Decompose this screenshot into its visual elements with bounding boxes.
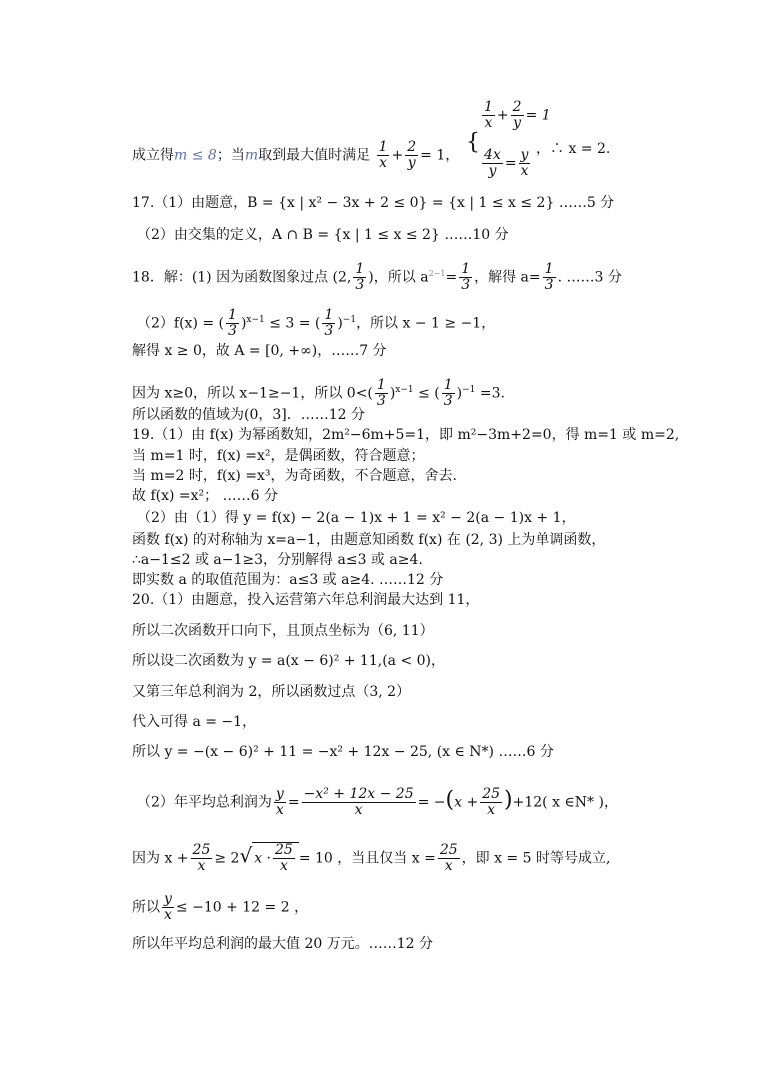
fraction-2-over-y	[405, 140, 418, 171]
text: 所以 y = −(x − 6)² + 11 = −x² + 12x − 25, (x ∈ N*) ……6 分	[132, 744, 554, 760]
fraction-y-over-x	[274, 787, 286, 818]
line-20-1	[132, 591, 479, 609]
numerator: 1	[324, 307, 334, 323]
text: = 1	[525, 107, 551, 124]
math-m-le-8: m ≤ 8	[174, 147, 217, 164]
text: 18．解：(1) 因为函数图象过点 (2,	[132, 269, 352, 286]
line-19-6	[132, 531, 605, 549]
text: +12( x ∈N* )，	[512, 794, 618, 811]
denominator: x	[275, 802, 284, 818]
text: 取到最大值时满足	[258, 147, 371, 164]
text: x +	[454, 794, 479, 811]
line-18-3	[132, 342, 387, 360]
fraction-1-over-3	[543, 262, 556, 293]
denominator: x	[520, 163, 529, 179]
text: （2）年平均总利润为	[137, 794, 272, 811]
system-equation-2	[480, 148, 532, 179]
denominator: 3	[376, 393, 386, 409]
text: 因为 x≥0，所以 x−1≥−1，所以 0<(	[132, 385, 373, 402]
text: = 1，	[420, 147, 460, 164]
numerator: 25	[192, 842, 211, 858]
text: 所以	[132, 899, 160, 916]
fraction-1-over-3	[353, 262, 366, 293]
numerator: 25	[482, 786, 501, 802]
line-19-4	[132, 487, 278, 505]
line-20-4	[132, 683, 410, 701]
line-19-5	[137, 509, 576, 527]
numerator: 1	[544, 261, 554, 277]
text: ∴a−1≤2 或 a−1≥3，分别解得 a≤3 或 a≥4.	[132, 552, 423, 568]
text: = −	[417, 794, 446, 811]
fraction-25-over-x	[438, 843, 460, 874]
line-x-equals-2	[536, 140, 610, 158]
text: ，解得 a=	[474, 269, 541, 286]
line-19-3	[132, 467, 457, 485]
text: =	[287, 794, 300, 811]
numerator: 1	[461, 261, 471, 277]
superscript: 2−1	[428, 268, 446, 278]
line-20-7: （2）年平均总利润为 $\frac{y}{x}$ = $\frac{\text{−x² + 12x − 25}}{x}$ = −(x + $\frac{25}{x}$ )+12( x ∈N* )，	[137, 786, 618, 818]
text: =	[445, 269, 458, 286]
line-17-2	[137, 226, 509, 244]
denominator: x	[484, 115, 493, 131]
line-20-10	[132, 935, 433, 953]
text: . ……3 分	[557, 269, 622, 286]
numerator: 1	[378, 139, 388, 155]
text: ，∴ x = 2.	[536, 141, 611, 157]
text: ≤ 3 = (	[264, 315, 321, 332]
fraction-y-over-x	[519, 148, 531, 179]
fraction-1-over-3	[322, 308, 335, 339]
text: 当 m=1 时，f(x) =x²，是偶函数，符合题意；	[132, 448, 425, 464]
line-20-8: 因为 x + $\frac{25}{x}$ ≥ 2√ x · $\frac{25}{x}$ = 10 ，当且仅当 x = $\frac{25}{x}$ ，即 x = 5 时等号成立,	[132, 842, 611, 874]
fraction-25-over-x	[480, 787, 502, 818]
numerator: 1	[484, 99, 493, 115]
superscript: x−1	[246, 314, 265, 325]
denominator: x	[354, 802, 363, 818]
sqrt-body	[252, 842, 299, 874]
text: （2）由（1）得 y = f(x) − 2(a − 1)x + 1 = x² − 2(a − 1)x + 1，	[137, 510, 576, 526]
line-18-2	[137, 308, 495, 339]
superscript: x−1	[395, 384, 414, 395]
fraction-2-over-y	[511, 100, 524, 131]
denominator: 3	[228, 323, 237, 339]
text: 因为 x +	[132, 850, 189, 867]
fraction-quadratic-over-x	[302, 787, 416, 818]
equals: =	[504, 155, 517, 172]
brace: {	[466, 130, 480, 155]
denominator: y	[488, 163, 497, 179]
fraction-1-over-3	[375, 378, 388, 409]
text: x ·	[254, 850, 271, 867]
numerator: 1	[355, 261, 365, 277]
text: （2）f(x) = (	[137, 315, 225, 332]
fraction-25-over-x	[191, 843, 213, 874]
superscript: −1	[462, 384, 476, 395]
text: )	[240, 315, 247, 332]
denominator: x	[444, 858, 453, 874]
denominator: 3	[355, 277, 365, 293]
text: 成立得	[132, 147, 174, 164]
line-conclusion-16: 成立得m ≤ 8；当m取到最大值时满足 $\frac{1}{x}$ + $\frac{2}{y}$ = 1，	[132, 139, 460, 171]
fraction-4x-over-y	[482, 148, 503, 179]
text: ≥ 2	[214, 850, 240, 867]
text: 20.（1）由题意，投入运营第六年总利润最大达到 11，	[132, 592, 480, 608]
plus: +	[496, 107, 509, 124]
denominator: x	[487, 802, 496, 818]
numerator: −x² + 12x − 25	[303, 786, 414, 802]
denominator: x	[379, 155, 387, 171]
numerator: 25	[439, 842, 458, 858]
text: )	[389, 385, 396, 402]
text: ≤ −10 + 12 = 2 ，	[175, 899, 309, 916]
line-19-1	[132, 426, 679, 444]
text: 故 f(x) =x²； ……6 分	[132, 488, 278, 504]
denominator: 3	[461, 277, 471, 293]
numerator: y	[275, 786, 284, 802]
line-19-7	[132, 551, 423, 569]
text: 19.（1）由 f(x) 为幂函数知，2m²−6m+5=1，即 m²−3m+2=0，得 m=1 或 m=2,	[132, 427, 680, 443]
denominator: x	[279, 858, 288, 874]
denominator: 3	[544, 277, 554, 293]
denominator: y	[513, 115, 522, 131]
numerator: 4x	[484, 147, 501, 163]
numerator: 2	[407, 139, 417, 155]
numerator: 1	[376, 377, 386, 393]
line-20-6	[132, 743, 554, 761]
text: )	[456, 385, 463, 402]
math-m: m	[244, 147, 259, 164]
numerator: y	[520, 147, 529, 163]
superscript: −1	[342, 314, 357, 325]
line-20-2	[132, 622, 434, 640]
text: 代入可得 a = −1，	[132, 714, 257, 730]
denominator: y	[407, 155, 416, 171]
system-equation-1	[480, 100, 551, 131]
fraction-1-over-x	[377, 140, 390, 171]
denominator: x	[164, 907, 172, 923]
fraction-y-over-x	[162, 892, 174, 923]
text: =3.	[475, 385, 505, 402]
text: ，所以 x − 1 ≥ −1，	[356, 315, 496, 332]
text: 又第三年总利润为 2，所以函数过点（3, 2）	[132, 684, 411, 700]
fraction-1-over-x	[482, 100, 495, 131]
numerator: 25	[275, 842, 293, 858]
denominator: 3	[443, 393, 453, 409]
line-20-3	[132, 652, 445, 670]
text: 所以二次函数开口向下，且顶点坐标为（6, 11）	[132, 623, 434, 639]
fraction-1-over-3	[442, 378, 455, 409]
line-20-5	[132, 713, 256, 731]
denominator: 3	[324, 323, 334, 339]
line-18-5	[132, 406, 365, 424]
line-19-8	[132, 571, 443, 589]
line-19-2	[132, 447, 425, 465]
text: )，所以 a	[368, 269, 429, 286]
numerator: 1	[228, 307, 237, 323]
text: 17.（1）由题意，B = {x | x² − 3x + 2 ≤ 0} = {x | 1 ≤ x ≤ 2} ……5 分	[132, 195, 615, 211]
numerator: 2	[512, 99, 522, 115]
line-20-9	[132, 892, 308, 923]
line-18-1	[132, 262, 622, 293]
text: 所以年平均总利润的最大值 20 万元。……12 分	[132, 936, 433, 952]
fraction-1-over-3	[226, 308, 239, 339]
fraction-1-over-3	[459, 262, 472, 293]
numerator: 1	[443, 377, 453, 393]
line-18-4	[132, 378, 505, 409]
text: 所以函数的值域为(0，3]．……12 分	[132, 407, 366, 423]
fraction-25-over-x	[273, 843, 295, 874]
line-17-1	[132, 194, 614, 212]
text: ，即 x = 5 时等号成立,	[461, 850, 611, 867]
text: ；当	[216, 147, 245, 164]
text: 当 m=2 时，f(x) =x³，为奇函数，不合题意，舍去.	[132, 468, 457, 484]
numerator: y	[164, 891, 172, 907]
text: 解得 x ≥ 0，故 A = [0, +∞)，……7 分	[132, 343, 387, 359]
text: 函数 f(x) 的对称轴为 x=a−1，由题意知函数 f(x) 在 (2, 3) 上为单调函数，	[132, 532, 606, 548]
text: = 10 ，当且仅当 x =	[298, 850, 436, 867]
text: )	[337, 315, 343, 332]
text: ≤ (	[413, 385, 440, 402]
denominator: x	[197, 858, 206, 874]
text: （2）由交集的定义，A ∩ B = {x | 1 ≤ x ≤ 2} ……10 分	[137, 227, 509, 243]
text: 即实数 a 的取值范围为：a≤3 或 a≥4. ……12 分	[132, 572, 444, 588]
text: 所以设二次函数为 y = a(x − 6)² + 11,(a < 0)，	[132, 653, 446, 669]
